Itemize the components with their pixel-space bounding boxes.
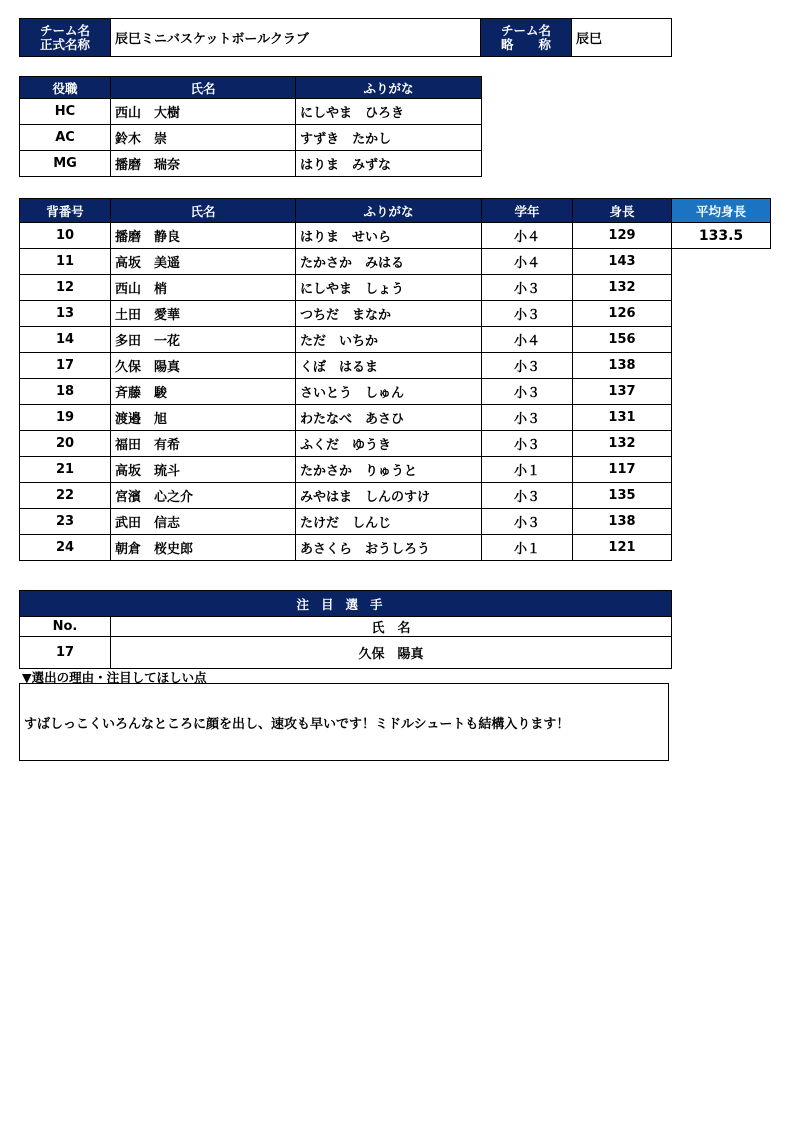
player-number: 14 <box>20 327 111 353</box>
player-height: 129 <box>573 223 672 249</box>
player-row <box>20 353 771 379</box>
player-grade: 小３ <box>482 353 573 379</box>
player-number: 20 <box>20 431 111 457</box>
reason-box <box>19 683 669 761</box>
player-height: 117 <box>573 457 672 483</box>
player-number: 13 <box>20 301 111 327</box>
player-name: 福田 有希 <box>111 431 296 457</box>
player-row <box>20 223 771 249</box>
player-name: 斉藤 駿 <box>111 379 296 405</box>
empty-cell <box>672 379 771 405</box>
player-grade: 小４ <box>482 249 573 275</box>
players-table <box>19 198 771 561</box>
staff-role: AC <box>20 125 111 151</box>
player-number: 12 <box>20 275 111 301</box>
player-row <box>20 483 771 509</box>
empty-cell <box>672 405 771 431</box>
staff-name: 鈴木 崇 <box>111 125 296 151</box>
player-kana: にしやま しょう <box>296 275 482 301</box>
player-row <box>20 327 771 353</box>
player-kana: たかさか りゅうと <box>296 457 482 483</box>
player-name: 土田 愛華 <box>111 301 296 327</box>
player-kana: さいとう しゅん <box>296 379 482 405</box>
staff-kana: にしやま ひろき <box>296 99 482 125</box>
featured-no-label: No. <box>20 617 111 637</box>
player-row <box>20 457 771 483</box>
player-number: 19 <box>20 405 111 431</box>
player-height: 126 <box>573 301 672 327</box>
official-name-label-line2: 正式名称 <box>39 36 90 52</box>
official-name-label-line1: チーム名 <box>39 22 90 38</box>
player-height: 131 <box>573 405 672 431</box>
players-header-kana: ふりがな <box>296 199 482 223</box>
player-number: 21 <box>20 457 111 483</box>
empty-cell <box>672 327 771 353</box>
empty-cell <box>672 353 771 379</box>
player-height: 137 <box>573 379 672 405</box>
player-kana: ただ いちか <box>296 327 482 353</box>
player-row <box>20 249 771 275</box>
short-name-label-line1: チーム名 <box>500 22 551 38</box>
player-kana: くぼ はるま <box>296 353 482 379</box>
player-row <box>20 509 771 535</box>
staff-table <box>19 76 482 177</box>
reason-text: すばしっこくいろんなところに顔を出し、速攻も早いです！ミドルシュートも結構入ります！ <box>24 716 570 732</box>
player-height: 135 <box>573 483 672 509</box>
player-grade: 小３ <box>482 431 573 457</box>
players-header-height: 身長 <box>573 199 672 223</box>
featured-title: 注目選手 <box>20 591 672 617</box>
player-grade: 小３ <box>482 509 573 535</box>
players-header-grade: 学年 <box>482 199 573 223</box>
staff-name: 播磨 瑞奈 <box>111 151 296 177</box>
featured-player-table <box>19 590 672 669</box>
player-kana: ふくだ ゆうき <box>296 431 482 457</box>
reason-label: ▼選出の理由・注目してほしい点 <box>22 670 207 685</box>
player-grade: 小３ <box>482 301 573 327</box>
player-height: 138 <box>573 509 672 535</box>
player-kana: みやはま しんのすけ <box>296 483 482 509</box>
featured-name: 久保 陽真 <box>111 637 672 669</box>
player-height: 132 <box>573 275 672 301</box>
player-number: 23 <box>20 509 111 535</box>
average-height-value: 133.5 <box>672 223 771 249</box>
player-name: 播磨 静良 <box>111 223 296 249</box>
player-grade: 小３ <box>482 275 573 301</box>
player-number: 18 <box>20 379 111 405</box>
player-name: 高坂 美遥 <box>111 249 296 275</box>
player-name: 宮濱 心之介 <box>111 483 296 509</box>
player-grade: 小４ <box>482 327 573 353</box>
player-name: 武田 信志 <box>111 509 296 535</box>
player-row <box>20 379 771 405</box>
player-height: 138 <box>573 353 672 379</box>
staff-header-kana: ふりがな <box>296 77 482 99</box>
player-grade: 小１ <box>482 457 573 483</box>
player-row <box>20 535 771 561</box>
player-kana: あさくら おうしろう <box>296 535 482 561</box>
player-name: 久保 陽真 <box>111 353 296 379</box>
player-grade: 小３ <box>482 405 573 431</box>
staff-header-name: 氏名 <box>111 77 296 99</box>
player-name: 渡邉 旭 <box>111 405 296 431</box>
player-name: 多田 一花 <box>111 327 296 353</box>
player-row <box>20 431 771 457</box>
staff-kana: はりま みずな <box>296 151 482 177</box>
player-grade: 小４ <box>482 223 573 249</box>
player-row <box>20 301 771 327</box>
staff-role: HC <box>20 99 111 125</box>
player-number: 17 <box>20 353 111 379</box>
empty-cell <box>672 249 771 275</box>
staff-row <box>20 151 482 177</box>
short-name-label-line2: 略 称 <box>500 36 551 52</box>
player-number: 11 <box>20 249 111 275</box>
staff-row <box>20 125 482 151</box>
player-height: 156 <box>573 327 672 353</box>
short-name-label <box>481 19 572 57</box>
player-kana: たかさか みはる <box>296 249 482 275</box>
official-name-label <box>20 19 111 57</box>
player-grade: 小３ <box>482 483 573 509</box>
player-name: 高坂 琉斗 <box>111 457 296 483</box>
empty-cell <box>672 483 771 509</box>
official-name-value: 辰巳ミニバスケットボールクラブ <box>111 19 481 57</box>
players-header-average-height: 平均身長 <box>672 199 771 223</box>
player-height: 143 <box>573 249 672 275</box>
empty-cell <box>672 431 771 457</box>
team-name-table <box>19 18 672 57</box>
empty-cell <box>672 301 771 327</box>
player-grade: 小３ <box>482 379 573 405</box>
staff-role: MG <box>20 151 111 177</box>
player-row <box>20 405 771 431</box>
player-grade: 小１ <box>482 535 573 561</box>
featured-name-label: 氏 名 <box>111 617 672 637</box>
player-kana: はりま せいら <box>296 223 482 249</box>
player-number: 22 <box>20 483 111 509</box>
staff-kana: すずき たかし <box>296 125 482 151</box>
player-height: 132 <box>573 431 672 457</box>
player-number: 10 <box>20 223 111 249</box>
featured-no: 17 <box>20 637 111 669</box>
empty-cell <box>672 535 771 561</box>
players-header-name: 氏名 <box>111 199 296 223</box>
player-kana: わたなべ あさひ <box>296 405 482 431</box>
player-kana: つちだ まなか <box>296 301 482 327</box>
empty-cell <box>672 457 771 483</box>
players-header-number: 背番号 <box>20 199 111 223</box>
staff-header-role: 役職 <box>20 77 111 99</box>
player-name: 朝倉 桜史郎 <box>111 535 296 561</box>
player-number: 24 <box>20 535 111 561</box>
player-kana: たけだ しんじ <box>296 509 482 535</box>
empty-cell <box>672 275 771 301</box>
staff-name: 西山 大樹 <box>111 99 296 125</box>
player-height: 121 <box>573 535 672 561</box>
short-name-value: 辰巳 <box>572 19 672 57</box>
empty-cell <box>672 509 771 535</box>
player-row <box>20 275 771 301</box>
player-name: 西山 梢 <box>111 275 296 301</box>
staff-row <box>20 99 482 125</box>
